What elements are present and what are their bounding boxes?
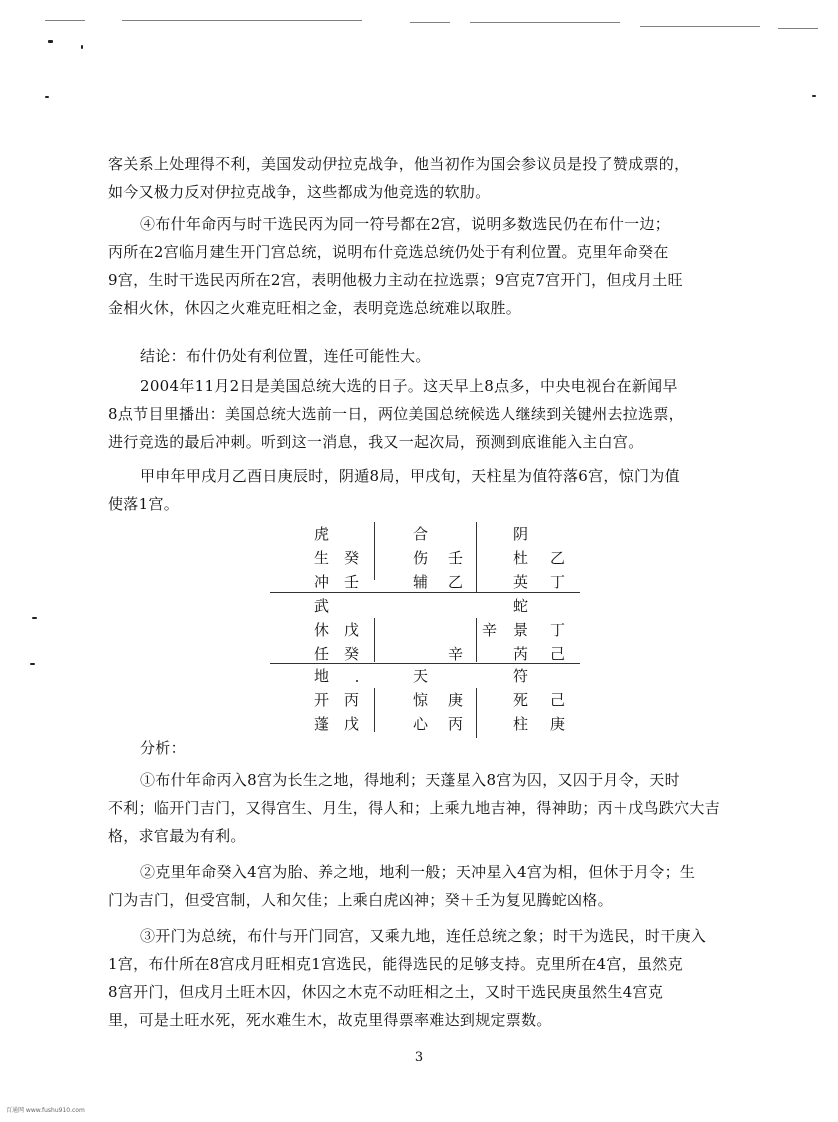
chart-divider-vertical <box>374 618 375 662</box>
text-line: 里，可是土旺水死，死水难生木，故克里得票率难达到规定票数。 <box>108 1011 552 1029</box>
text-line: 客关系上处理得不利，美国发动伊拉克战争，他当初作为国会参议员是投了赞成票的， <box>108 155 690 173</box>
chart-cell-god: 合 <box>413 525 429 543</box>
scan-speck <box>32 617 37 619</box>
scan-artifact-line <box>410 22 450 23</box>
chart-cell-door: 伤 <box>413 549 429 567</box>
text-line: ①布什年命丙入8宫为长生之地，得地利；天蓬星入8宫为囚，又囚于月令，天时 <box>140 771 680 789</box>
text-line: ②克里年命癸入4宫为胎、养之地，地利一般；天冲星入4宫为相，但休于月令；生 <box>140 863 696 881</box>
chart-cell-god: 蛇 <box>513 597 529 615</box>
chart-cell-star: 辅 <box>413 573 429 591</box>
text-line: 格，求官最为有利。 <box>108 827 246 845</box>
chart-cell-stem: 丁 <box>550 621 566 639</box>
chart-cell-stem: 辛 <box>448 645 464 663</box>
analysis-paragraph-2 <box>108 858 734 914</box>
chart-divider-vertical <box>374 688 375 732</box>
scan-speck <box>30 663 35 665</box>
chart-cell-door: 生 <box>314 549 330 567</box>
chart-cell-god: 虎 <box>314 525 330 543</box>
chart-divider-vertical <box>374 522 375 580</box>
scan-artifact-line <box>640 26 760 27</box>
chart-cell-stem: 癸 <box>344 549 360 567</box>
analysis-paragraph-1 <box>108 766 734 850</box>
chart-cell-stem: 乙 <box>448 573 464 591</box>
chart-cell-stem: 癸 <box>344 645 360 663</box>
chart-cell-stem: 乙 <box>550 549 566 567</box>
text-line: 2004年11月2日是美国总统大选的日子。这天早上8点多，中央电视台在新闻早 <box>140 377 678 395</box>
chart-cell-star: 柱 <box>513 715 529 733</box>
chart-cell-god: 天 <box>413 667 429 685</box>
text-line: 8宫开门，但戌月土旺木囚，休囚之木克不动旺相之土，又时干选民庚虽然生4宫克 <box>108 983 664 1001</box>
chart-cell-star: 心 <box>413 715 429 733</box>
paragraph-4 <box>108 372 734 456</box>
chart-cell-star: 任 <box>314 645 330 663</box>
paragraph-2 <box>108 210 734 322</box>
chart-cell-god: 阴 <box>513 525 529 543</box>
text-line: 使落1宫。 <box>108 495 180 513</box>
chart-cell-god: 武 <box>314 597 330 615</box>
chart-cell-stem: 壬 <box>344 573 360 591</box>
text-line: 不利；临开门吉门，又得宫生、月生，得人和；上乘九地吉神，得神助；丙＋戊鸟跌穴大吉 <box>108 799 721 817</box>
site-watermark: 百通网 www.fushu910.com <box>6 1107 85 1114</box>
paragraph-1 <box>108 150 734 206</box>
scan-artifact-line <box>470 22 620 23</box>
chart-cell-star: 芮 <box>513 645 529 663</box>
chart-cell-star: 英 <box>513 573 529 591</box>
text-line: 进行竞选的最后冲刺。听到这一消息，我又一起次局，预测到底谁能入主白宫。 <box>108 433 644 451</box>
chart-cell-stem: 丁 <box>550 573 566 591</box>
text-line: ④布什年命丙与时干选民丙为同一符号都在2宫，说明多数选民仍在布什一边； <box>140 215 671 233</box>
chart-cell-stem: 庚 <box>550 715 566 733</box>
text-line: 9宫，生时干选民丙所在2宫，表明他极力主动在拉选票；9宫克7宫开门，但戌月土旺 <box>108 271 683 289</box>
chart-divider-vertical <box>476 618 477 662</box>
chart-cell-star: 蓬 <box>314 715 330 733</box>
scan-speck <box>812 95 816 97</box>
text-line: 门为吉门，但受宫制，人和欠佳；上乘白虎凶神；癸＋壬为复见腾蛇凶格。 <box>108 891 613 909</box>
chart-cell-door: 休 <box>314 621 330 639</box>
chart-cell-star: 冲 <box>314 573 330 591</box>
text-line: 丙所在2宫临月建生开门宫总统，说明布什竞选总统仍处于有利位置。克里年命癸在 <box>108 243 669 261</box>
chart-cell-stem: 辛 <box>482 621 498 639</box>
text-line: 1宫，布什所在8宫戌月旺相克1宫选民，能得选民的足够支持。克里所在4宫，虽然克 <box>108 955 683 973</box>
scan-speck <box>81 45 83 49</box>
chart-cell-stem: 庚 <box>448 691 464 709</box>
chart-cell-stem: 己 <box>550 645 566 663</box>
text-line: 金相火休，休囚之火难克旺相之金，表明竞选总统难以取胜。 <box>108 299 522 317</box>
text-line: 如今又极力反对伊拉克战争，这些都成为他竞选的软肋。 <box>108 183 491 201</box>
analysis-heading <box>108 734 734 762</box>
chart-cell-door: 惊 <box>413 691 429 709</box>
chart-cell-god: 地 <box>314 667 330 685</box>
chart-cell-stem: 壬 <box>448 549 464 567</box>
scan-artifact-line <box>122 20 362 21</box>
text-line: ③开门为总统，布什与开门同宫，又乘九地，连任总统之象；时干为选民，时干庚入 <box>140 927 707 945</box>
chart-cell-stem: 丙 <box>344 691 360 709</box>
chart-cell-door: 死 <box>513 691 529 709</box>
chart-cell-stem: 戊 <box>344 621 360 639</box>
chart-divider-vertical <box>476 688 477 738</box>
chart-cell-door: 景 <box>513 621 529 639</box>
qimen-chart <box>270 522 580 734</box>
analysis-paragraph-3 <box>108 922 734 1034</box>
chart-divider-vertical <box>476 522 477 592</box>
text-line: 8点节目里播出：美国总统大选前一日，两位美国总统候选人继续到关键州去拉选票， <box>108 405 684 423</box>
scan-speck <box>45 96 49 98</box>
chart-cell-stem: 戊 <box>344 715 360 733</box>
text-line: 结论：布什仍处有利位置，连任可能性大。 <box>140 347 431 365</box>
chart-cell-stem: 丙 <box>448 715 464 733</box>
scan-artifact-line <box>778 28 818 29</box>
paragraph-5 <box>108 462 734 518</box>
chart-cell-door: 开 <box>314 691 330 709</box>
text-line: 分析： <box>140 739 186 757</box>
page-number: 3 <box>414 1050 424 1065</box>
chart-cell-door: 杜 <box>513 549 529 567</box>
conclusion-paragraph <box>108 342 734 370</box>
scan-artifact-line <box>45 20 85 21</box>
chart-cell-god: 符 <box>513 667 529 685</box>
chart-cell-stem: 己 <box>550 691 566 709</box>
text-line: 甲申年甲戌月乙酉日庚辰时，阴遁8局，甲戌旬，天柱星为值符落6宫，惊门为值 <box>140 467 680 485</box>
scan-speck <box>48 40 53 43</box>
